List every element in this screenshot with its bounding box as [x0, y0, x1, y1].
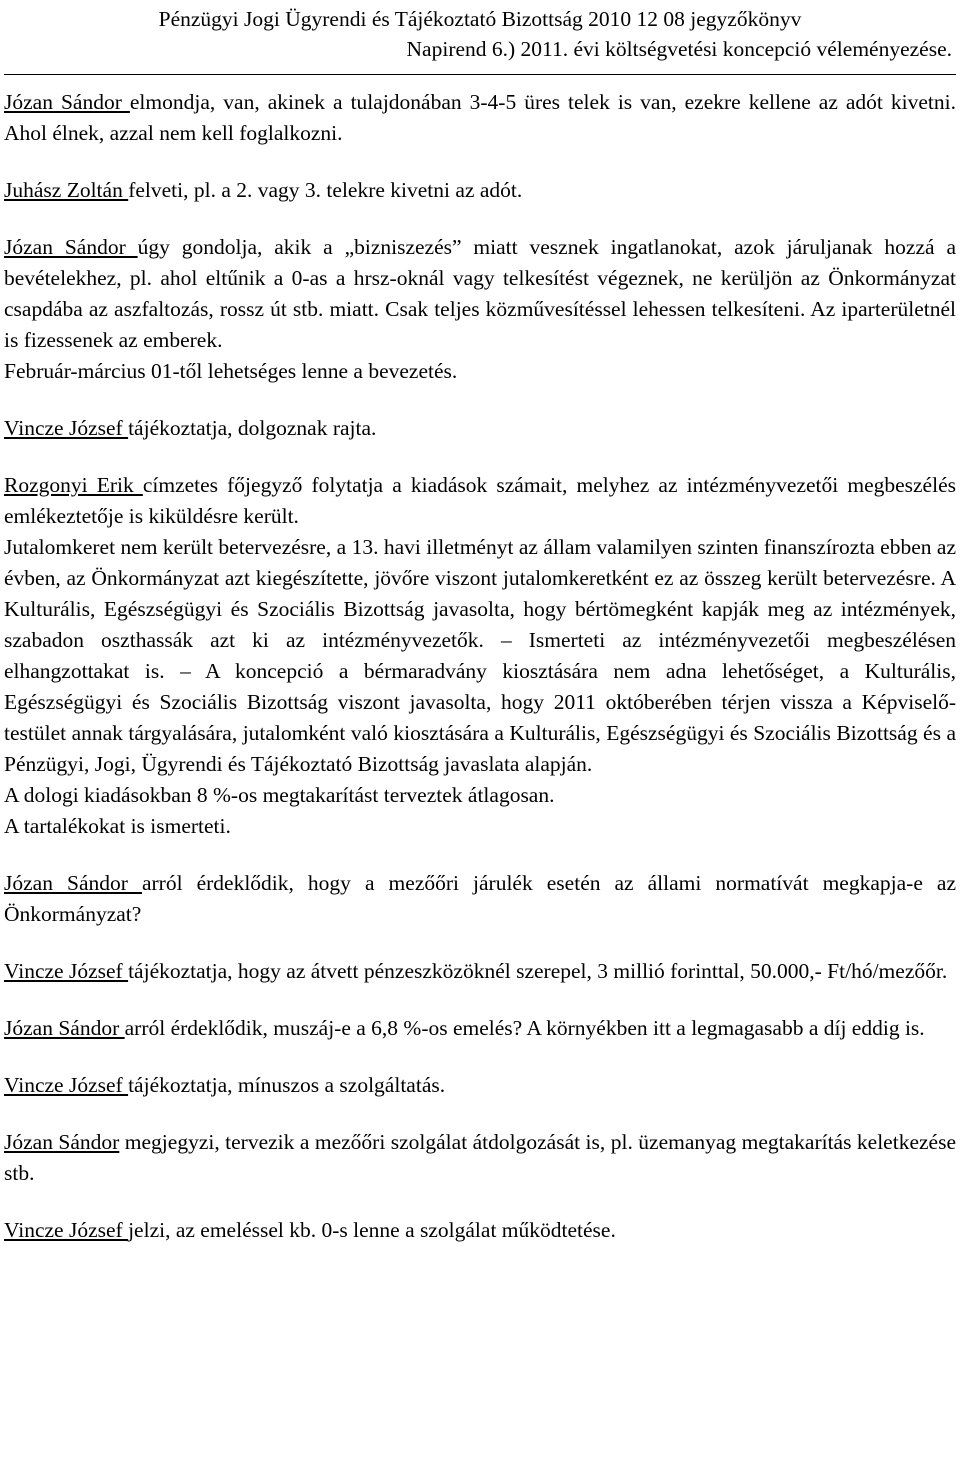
paragraph-text: arról érdeklődik, hogy a mezőőri járulék esetén az állami normatívát megkapja-e az Önkormányzat?: [4, 871, 956, 926]
header-rule: [4, 74, 956, 75]
paragraph-jozan-4: [4, 1013, 956, 1044]
paragraph-text-extra3: A tartalékokat is ismerteti.: [4, 814, 231, 838]
paragraph-text-extra: Február-március 01-től lehetséges lenne a bevezetés.: [4, 359, 458, 383]
header-agenda: Napirend 6.) 2011. évi költségvetési koncepció véleményezése.: [406, 37, 952, 61]
paragraph-jozan-2: [4, 232, 956, 387]
paragraph-text: tájékoztatja, dolgoznak rajta.: [128, 416, 377, 440]
speaker-name: Józan Sándor: [4, 90, 130, 114]
speaker-name: Józan Sándor: [4, 235, 138, 259]
paragraph-vincze-2: [4, 956, 956, 987]
paragraph-vincze-3: [4, 1070, 956, 1101]
page-header: [4, 4, 956, 64]
paragraph-text: jelzi, az emeléssel kb. 0-s lenne a szolgálat működtetése.: [128, 1218, 616, 1242]
paragraph-text: úgy gondolja, akik a „bizniszezés” miatt vesznek ingatlanokat, azok járuljanak hozzá a bevételekhez, pl. ahol eltűnik a 0-as a hrsz-oknál vagy telkesítést végeznek, ne kerüljön az Önkormányzat csapdába az aszfaltozás, rossz út stb. miatt. Csak teljes közművesítéssel lehessen telkesíteni. Az iparterületnél is fizessenek az emberek.: [4, 235, 956, 352]
paragraph-vincze-4: [4, 1215, 956, 1246]
speaker-name: Józan Sándor: [4, 1016, 125, 1040]
paragraph-text-extra: Jutalomkeret nem került betervezésre, a 13. havi illetményt az állam valamilyen szinten finanszírozta ebben az évben, az Önkormányzat azt kiegészítette, jövőre viszont jutalomkeretként ez az összeg került betervezésre. A Kulturális, Egészségügyi és Szociális Bizottság javasolta, hogy bértömegként kapják meg az intézmények, szabadon oszthassák azt ki az intézményvezetők. – Ismerteti az intézményvezetői megbeszélésen elhangzottakat is. – A koncepció a bérmaradvány kiosztására nem adna lehetőséget, a Kulturális, Egészségügyi és Szociális Bizottság viszont javasolta, hogy 2011 októberében térjen vissza a Képviselő-testület annak tárgyalására, jutalomként való kiosztására a Kulturális, Egészségügyi és Szociális Bizottság és a Pénzügyi, Jogi, Ügyrendi és Tájékoztató Bizottság javaslata alapján.: [4, 535, 956, 776]
paragraph-text: megjegyzi, tervezik a mezőőri szolgálat átdolgozását is, pl. üzemanyag megtakarítás keletkezése stb.: [4, 1130, 956, 1185]
speaker-name: Juhász Zoltán: [4, 178, 129, 202]
header-title: Pénzügyi Jogi Ügyrendi és Tájékoztató Bizottság 2010 12 08 jegyzőkönyv: [158, 7, 802, 31]
paragraph-text: tájékoztatja, mínuszos a szolgáltatás.: [128, 1073, 446, 1097]
paragraph-text: elmondja, van, akinek a tulajdonában 3-4-5 üres telek is van, ezekre kellene az adót kivetni. Ahol élnek, azzal nem kell foglalkozni.: [4, 90, 956, 145]
speaker-name: Vincze József: [4, 959, 129, 983]
paragraph-rozgonyi: [4, 470, 956, 842]
paragraph-text: címzetes főjegyző folytatja a kiadások számait, melyhez az intézményvezetői megbeszélés emlékeztetője is kiküldésre került.: [4, 473, 956, 528]
speaker-name: Rozgonyi Erik: [4, 473, 143, 497]
speaker-name: Vincze József: [4, 416, 129, 440]
paragraph-juhasz: [4, 175, 956, 206]
paragraph-jozan-5: [4, 1127, 956, 1189]
paragraph-text-extra2: A dologi kiadásokban 8 %-os megtakarítást terveztek átlagosan.: [4, 783, 555, 807]
speaker-name: Vincze József: [4, 1073, 129, 1097]
paragraph-text: felveti, pl. a 2. vagy 3. telekre kivetni az adót.: [128, 178, 523, 202]
paragraph-jozan-3: [4, 868, 956, 930]
paragraph-text: arról érdeklődik, muszáj-e a 6,8 %-os emelés? A környékben itt a legmagasabb a díj eddig is.: [124, 1016, 925, 1040]
speaker-name: Józan Sándor: [4, 871, 142, 895]
speaker-name: Józan Sándor: [4, 1130, 120, 1154]
paragraph-vincze-1: [4, 413, 956, 444]
paragraph-text: tájékoztatja, hogy az átvett pénzeszközöknél szerepel, 3 millió forinttal, 50.000,- Ft/hó/mezőőr.: [128, 959, 948, 983]
paragraph-jozan-1: [4, 87, 956, 149]
speaker-name: Vincze József: [4, 1218, 129, 1242]
